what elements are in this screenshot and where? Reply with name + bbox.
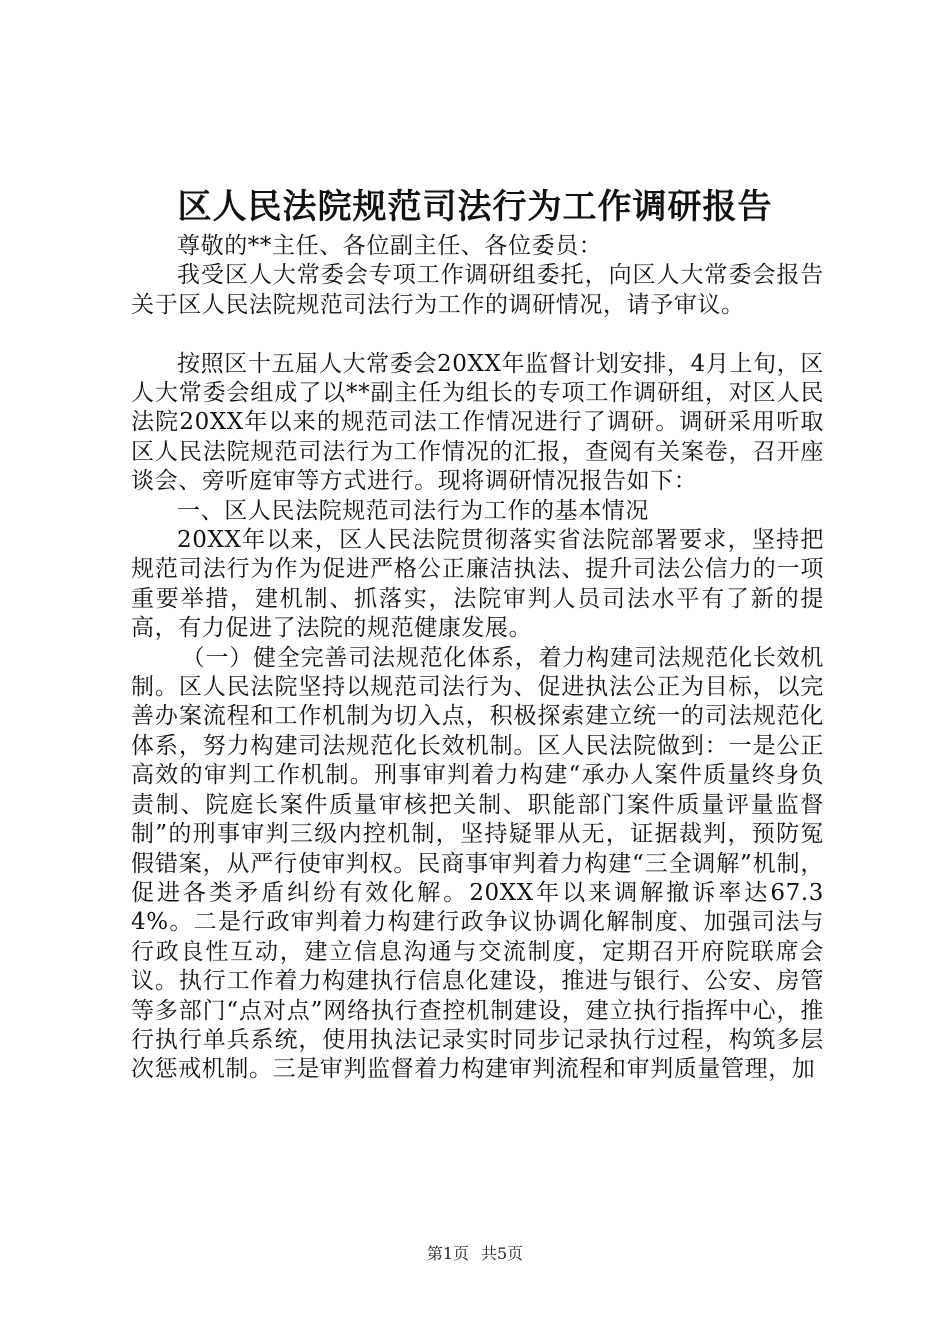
- document-body: [131, 232, 824, 1085]
- document-title: 区人民法院规范司法行为工作调研报告: [177, 187, 773, 227]
- section-heading: 一、区人民法院规范司法行为工作的基本情况: [177, 497, 649, 524]
- intro-paragraph: 我受区人大常委会专项工作调研组委托，向区人大常委会报告关于区人民法院规范司法行为工作的调研情况，请予审议。: [131, 262, 824, 318]
- page-total: 共5页: [481, 1244, 524, 1263]
- page-footer: [0, 1244, 950, 1264]
- overview-paragraph: 20XX年以来，区人民法院贯彻落实省法院部署要求，坚持把规范司法行为作为促进严格公正廉洁执法、提升司法公信力的一项重要举措，建机制、抓落实，法院审判人员司法水平有了新的提高，有力促进了法院的规范健康发展。: [131, 527, 824, 642]
- salutation-paragraph: 尊敬的**主任、各位副主任、各位委员：: [177, 233, 603, 259]
- background-paragraph: 按照区十五届人大常委会20XX年监督计划安排，4月上旬，区人大常委会组成了以**副主任为组长的专项工作调研组，对区人民法院20XX年以来的规范司法工作情况进行了调研。调研采用听取区人民法院规范司法行为工作情况的汇报，查阅有关案卷，召开座谈会、旁听庭审等方式进行。现将调研情况报告如下：: [131, 350, 824, 495]
- subsection-paragraph: （一）健全完善司法规范化体系，着力构建司法规范化长效机制。区人民法院坚持以规范司法行为、促进执法公正为目标，以完善办案流程和工作机制为切入点，积极探索建立统一的司法规范化体系，努力构建司法规范化长效机制。区人民法院做到：一是公正高效的审判工作机制。刑事审判着力构建“承办人案件质量终身负责制、院庭长案件质量审核把关制、职能部门案件质量评量监督制”的刑事审判三级内控机制，坚持疑罪从无，证据裁判，预防冤假错案，从严行使审判权。民商事审判着力构建“三全调解”机制，促进各类矛盾纠纷有效化解。20XX年以来调解撤诉率达67.34%。二是行政审判着力构建行政争议协调化解制度、加强司法与行政良性互动，建立信息沟通与交流制度，定期召开府院联席会议。执行工作着力构建执行信息化建设，推进与银行、公安、房管等多部门“点对点”网络执行查控机制建设，建立执行指挥中心，推行执行单兵系统，使用执法记录实时同步记录执行过程，构筑多层次惩戒机制。三是审判监督着力构建审判流程和审判质量管理，加: [131, 644, 824, 1083]
- page-number: 第1页: [426, 1244, 469, 1263]
